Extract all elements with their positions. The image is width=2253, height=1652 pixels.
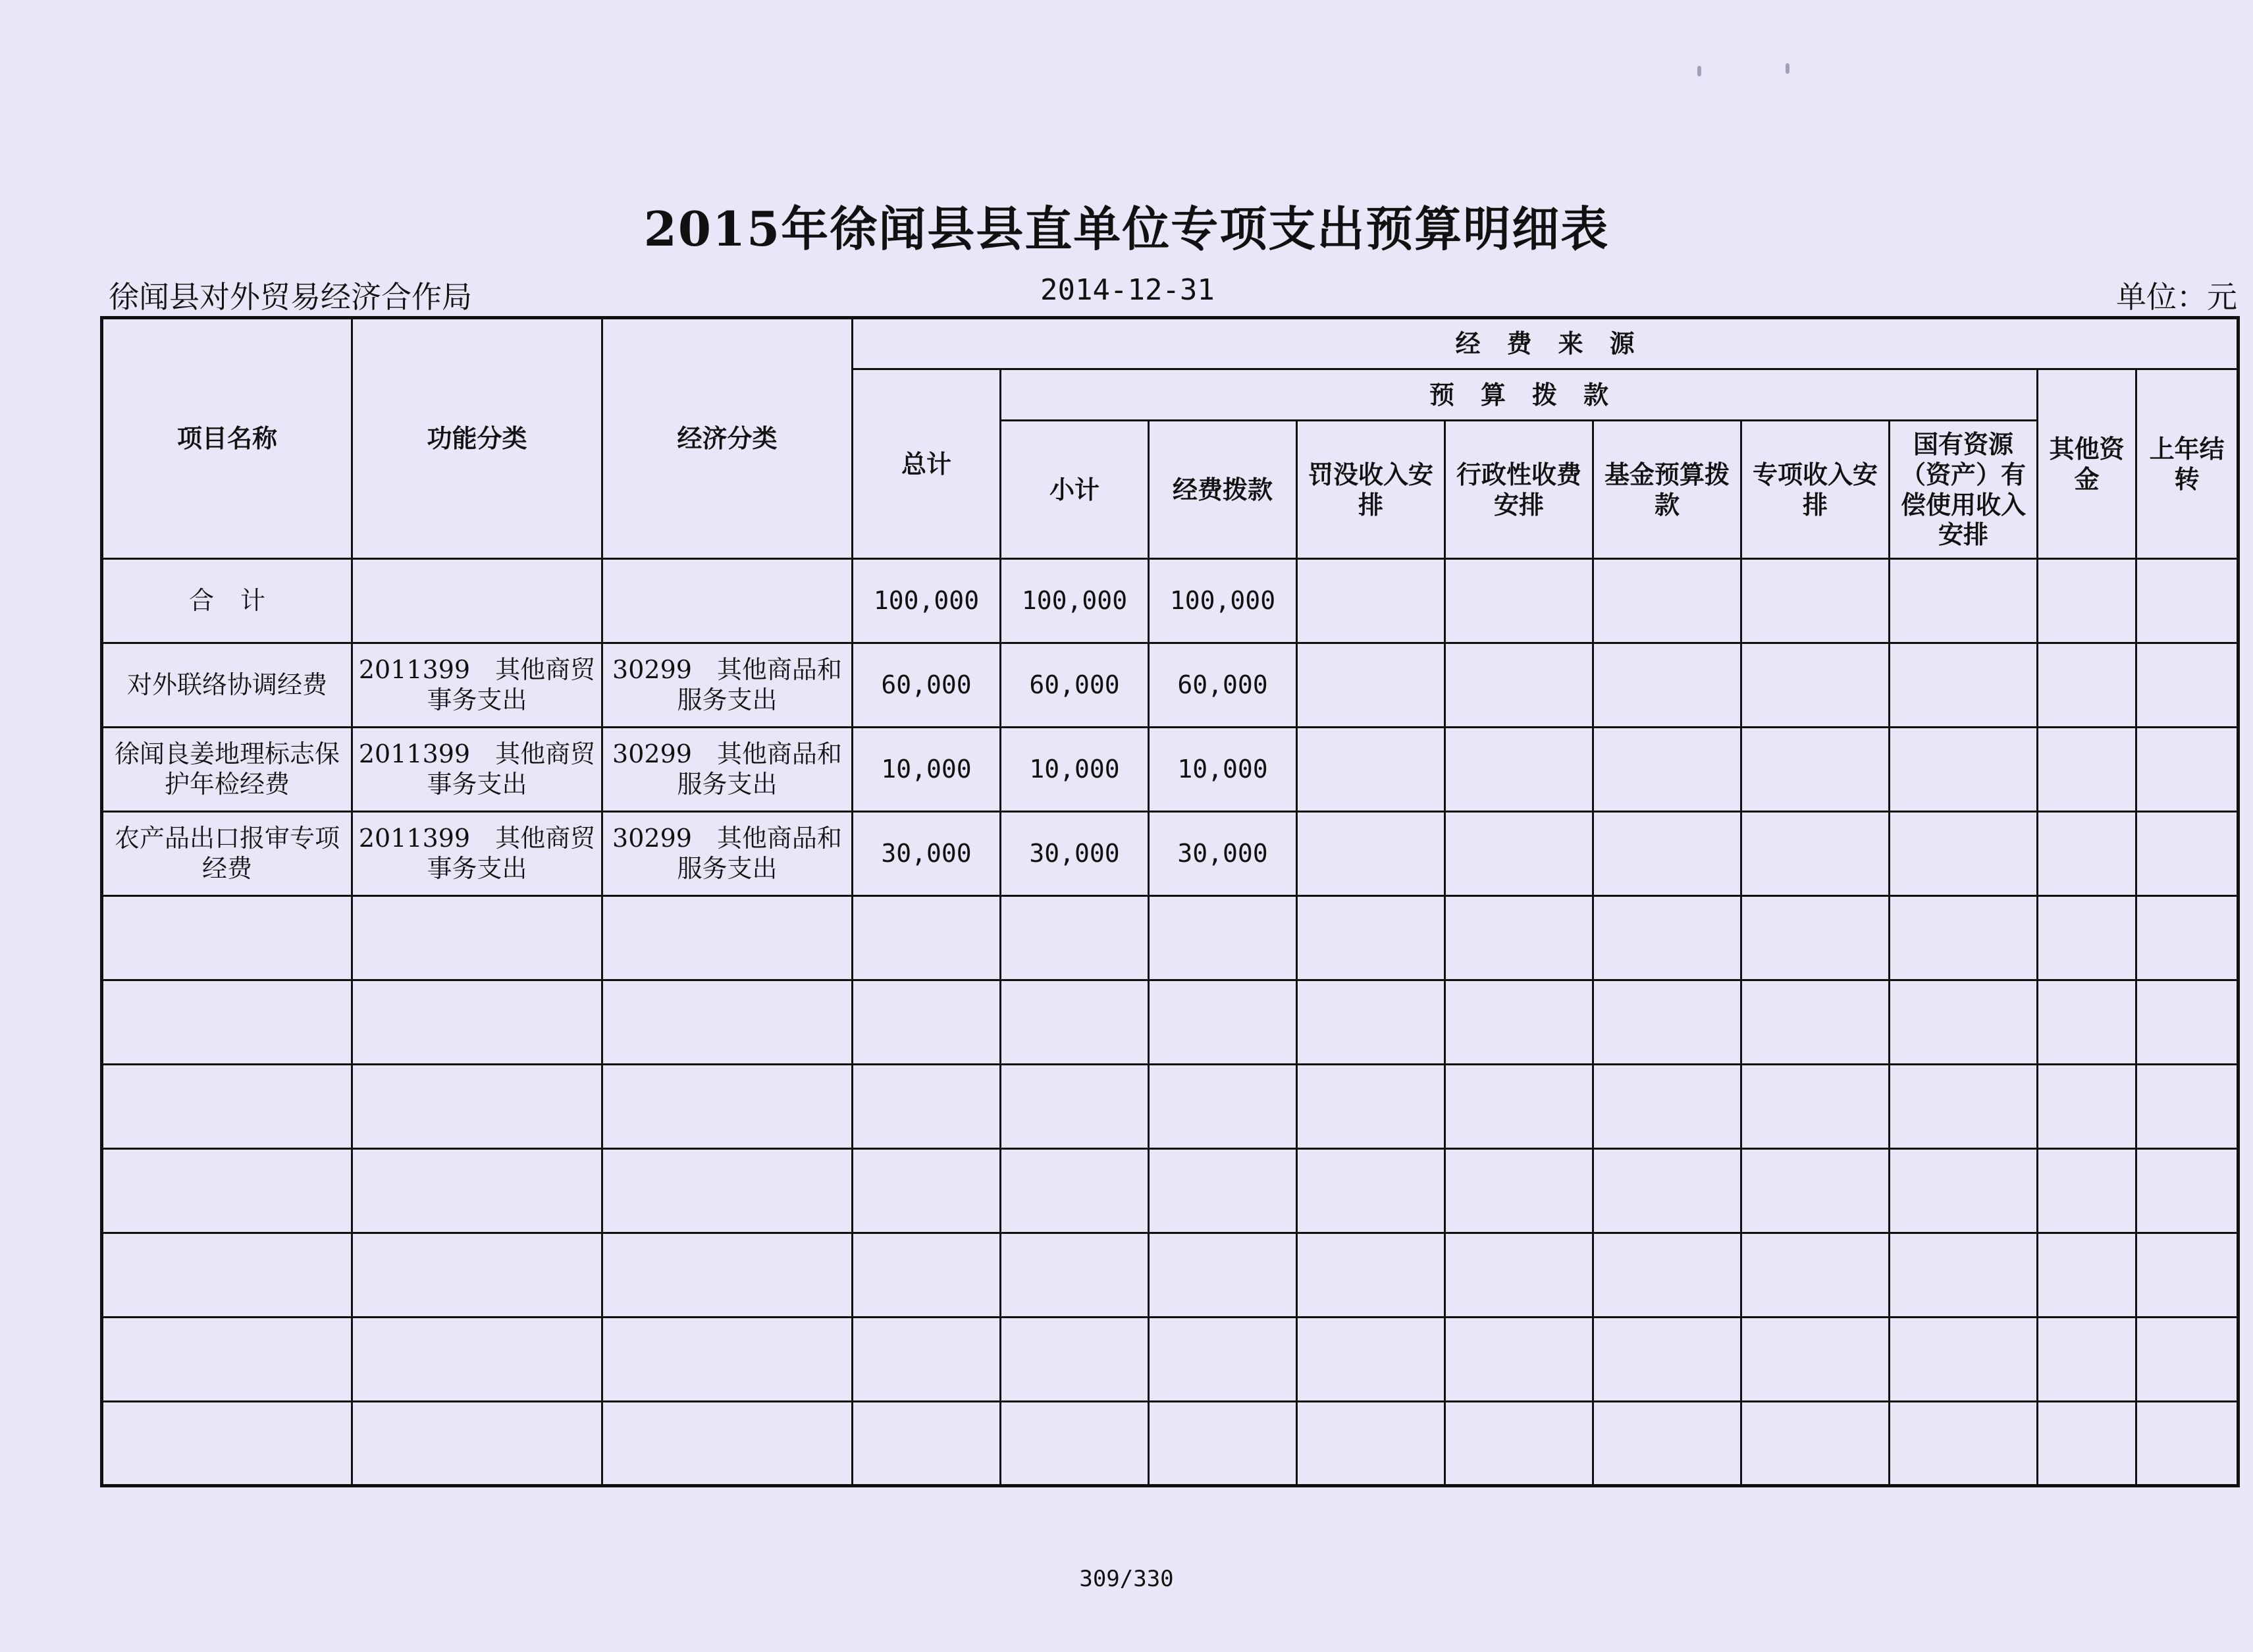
header-funding-source: 经费来源 <box>853 318 2239 369</box>
row-subtotal: 10,000 <box>1001 728 1149 812</box>
header-fines-income: 罚没收入安排 <box>1297 421 1445 559</box>
table-cell <box>1445 559 1593 643</box>
budget-table <box>100 316 2240 1487</box>
header-admin-fees: 行政性收费安排 <box>1445 421 1593 559</box>
summary-total: 100,000 <box>853 559 1001 643</box>
economic-class: 30299 其他商品和服务支出 <box>602 643 853 728</box>
page-title: 2015年徐闻县县直单位专项支出预算明细表 <box>643 201 1610 257</box>
table-cell <box>2038 728 2136 812</box>
table-cell <box>2136 559 2239 643</box>
report-date: 2014-12-31 <box>1040 273 1215 307</box>
summary-appropriation: 100,000 <box>1149 559 1297 643</box>
row-total: 60,000 <box>853 643 1001 728</box>
header-state-assets-income: 国有资源（资产）有偿使用收入安排 <box>1890 421 2038 559</box>
table-cell <box>2038 559 2136 643</box>
table-cell <box>1741 559 1890 643</box>
table-cell <box>1297 643 1445 728</box>
row-subtotal: 60,000 <box>1001 643 1149 728</box>
table-cell <box>1593 812 1741 896</box>
header-prior-year-carryover: 上年结转 <box>2136 369 2239 559</box>
header-functional-class: 功能分类 <box>352 318 602 559</box>
table-cell <box>1445 728 1593 812</box>
row-total: 30,000 <box>853 812 1001 896</box>
table-cell <box>1890 559 2038 643</box>
row-subtotal: 30,000 <box>1001 812 1149 896</box>
organization-name: 徐闻县对外贸易经济合作局 <box>109 279 472 315</box>
table-cell <box>2136 728 2239 812</box>
summary-row <box>102 559 2239 643</box>
functional-class: 2011399 其他商贸事务支出 <box>352 812 602 896</box>
header-special-income: 专项收入安排 <box>1741 421 1890 559</box>
empty-row <box>102 1318 2239 1402</box>
table-cell <box>1890 643 2038 728</box>
header-appropriation: 经费拨款 <box>1149 421 1297 559</box>
page-number: 309/330 <box>1079 1566 1174 1592</box>
table-cell <box>1741 728 1890 812</box>
empty-row <box>102 896 2239 980</box>
currency-unit: 单位：元 <box>2116 279 2237 315</box>
row-appropriation: 10,000 <box>1149 728 1297 812</box>
economic-class: 30299 其他商品和服务支出 <box>602 812 853 896</box>
table-cell <box>1741 643 1890 728</box>
table-row <box>102 812 2239 896</box>
table-cell <box>2136 812 2239 896</box>
scan-speck <box>1786 63 1789 74</box>
summary-label: 合计 <box>102 559 352 643</box>
row-appropriation: 30,000 <box>1149 812 1297 896</box>
table-cell <box>1297 812 1445 896</box>
table-row <box>102 728 2239 812</box>
header-row-1 <box>102 318 2239 369</box>
empty-row <box>102 1233 2239 1318</box>
header-fund-budget: 基金预算拨款 <box>1593 421 1741 559</box>
table-cell <box>2136 643 2239 728</box>
table-cell <box>1593 643 1741 728</box>
table-cell <box>1445 812 1593 896</box>
project-name: 对外联络协调经费 <box>102 643 352 728</box>
table-cell <box>602 559 853 643</box>
header-total: 总计 <box>853 369 1001 559</box>
table-cell <box>2038 812 2136 896</box>
empty-row <box>102 1402 2239 1486</box>
project-name: 农产品出口报审专项经费 <box>102 812 352 896</box>
table-cell <box>1890 728 2038 812</box>
row-total: 10,000 <box>853 728 1001 812</box>
header-economic-class: 经济分类 <box>602 318 853 559</box>
table-cell <box>352 559 602 643</box>
table-cell <box>1593 728 1741 812</box>
functional-class: 2011399 其他商贸事务支出 <box>352 643 602 728</box>
functional-class: 2011399 其他商贸事务支出 <box>352 728 602 812</box>
table-cell <box>2038 643 2136 728</box>
economic-class: 30299 其他商品和服务支出 <box>602 728 853 812</box>
scan-speck <box>1697 66 1701 76</box>
row-appropriation: 60,000 <box>1149 643 1297 728</box>
empty-row <box>102 1065 2239 1149</box>
header-project-name: 项目名称 <box>102 318 352 559</box>
header-subtotal: 小计 <box>1001 421 1149 559</box>
header-budget-allocation: 预算拨款 <box>1001 369 2038 421</box>
table-cell <box>1593 559 1741 643</box>
summary-subtotal: 100,000 <box>1001 559 1149 643</box>
table-cell <box>1445 643 1593 728</box>
empty-row <box>102 1149 2239 1233</box>
project-name: 徐闻良姜地理标志保护年检经费 <box>102 728 352 812</box>
empty-row <box>102 980 2239 1065</box>
table-cell <box>1741 812 1890 896</box>
table-cell <box>1297 559 1445 643</box>
table-row <box>102 643 2239 728</box>
table-cell <box>1890 812 2038 896</box>
table-cell <box>1297 728 1445 812</box>
header-other-funds: 其他资金 <box>2038 369 2136 559</box>
